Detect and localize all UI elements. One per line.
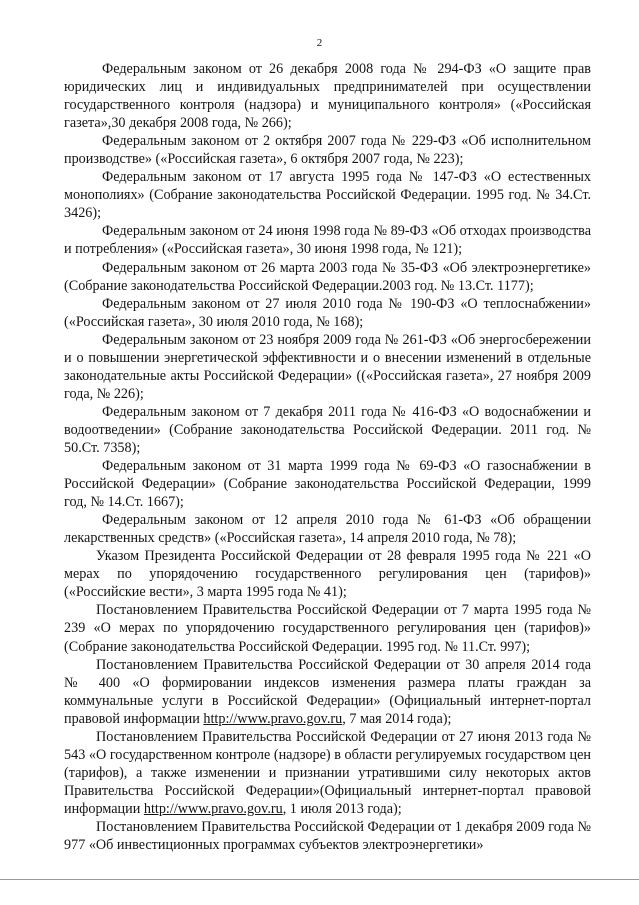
bottom-divider (0, 879, 639, 880)
paragraph-fz-416: Федеральным законом от 7 декабря 2011 года № 416-ФЗ «О водоснабжении и водоотведении» (Собрание законодательства Российской Федерации. 2011 год. № 50.Ст. 7358); (64, 403, 591, 456)
paragraph-fz-35: Федеральным законом от 26 марта 2003 года № 35-ФЗ «Об электроэнергетике» (Собрание законодательства Российской Федерации.2003 год. № 13.Ст. 1177); (64, 259, 591, 294)
paragraph-fz-294: Федеральным законом от 26 декабря 2008 года № 294-ФЗ «О защите прав юридических лиц и индивидуальных предпринимателей при осуществлении государственного контроля (надзора) и муниципального контроля» («Российская газета»,30 декабря 2008 года, № 266); (64, 61, 591, 132)
paragraph-resolution-239: Постановлением Правительства Российской Федерации от 7 марта 1995 года № 239 «О мерах по упорядочению государственного регулирования цен (тарифов)» (Собрание законодательства Российской Федерации. 1995 год. № 11.Ст. 997); (64, 602, 591, 655)
document-body (64, 60, 591, 854)
paragraph-text: , 1 июля 2013 года); (282, 800, 402, 817)
paragraph-fz-261: Федеральным законом от 23 ноября 2009 года № 261-ФЗ «Об энергосбережении и о повышении энергетической эффективности и о внесении изменений в отдельные законодательные акты Российской Федерации» ((«Российская газета», 27 ноября 2009 года, № 226); (64, 331, 591, 402)
paragraph-fz-147: Федеральным законом от 17 августа 1995 года № 147-ФЗ «О естественных монополиях» (Собрание законодательства Российской Федерации. 1995 год. № 34.Ст. 3426); (64, 169, 591, 222)
paragraph-fz-61: Федеральным законом от 12 апреля 2010 года № 61-ФЗ «Об обращении лекарственных средств» («Российская газета», 14 апреля 2010 года, № 78); (64, 512, 591, 547)
pravo-link[interactable]: http://www.pravo.gov.ru (203, 710, 343, 727)
pravo-link[interactable]: http://www.pravo.gov.ru (143, 800, 283, 817)
paragraph-text: , 7 мая 2014 года); (342, 710, 452, 727)
paragraph-resolution-977: Постановлением Правительства Российской Федерации от 1 декабря 2009 года № 977 «Об инвестиционных программах субъектов электроэнергетики» (64, 818, 591, 854)
paragraph-resolution-400 (64, 656, 591, 728)
paragraph-resolution-543 (64, 728, 591, 818)
paragraph-text: Постановлением Правительства Российской Федерации от 27 июня 2013 года № 543 «О государственном контроле (надзоре) в области регулируемых государством цен (тарифов), а также изменении и признании утратившими силу некоторых актов Правительства Российской Федерации»(Официальный интернет-портал правовой информации (64, 728, 591, 817)
paragraph-fz-190: Федеральным законом от 27 июля 2010 года № 190-ФЗ «О теплоснабжении» («Российская газета», 30 июля 2010 года, № 168); (64, 295, 591, 330)
paragraph-decree-221: Указом Президента Российской Федерации от 28 февраля 1995 года № 221 «О мерах по упорядочению государственного регулирования цен (тарифов)» («Российские вести», 3 марта 1995 года № 41); (64, 548, 591, 601)
paragraph-fz-69: Федеральным законом от 31 марта 1999 года № 69-ФЗ «О газоснабжении в Российской Федерации» (Собрание законодательства Российской Федерации, 1999 год, № 14.Ст. 1667); (64, 458, 591, 511)
page-number: 2 (316, 37, 323, 49)
paragraph-fz-229: Федеральным законом от 2 октября 2007 года № 229-ФЗ «Об исполнительном производстве» («Российская газета», 6 октября 2007 года, № 223); (64, 133, 591, 168)
paragraph-fz-89: Федеральным законом от 24 июня 1998 года № 89-ФЗ «Об отходах производства и потребления» («Российская газета», 30 июня 1998 года, № 121); (64, 223, 591, 258)
paragraph-text: Постановлением Правительства Российской Федерации от 30 апреля 2014 года № 400 «О формировании индексов изменения размера платы граждан за коммунальные услуги в Российской Федерации» (Официальный интернет-портал правовой информации (64, 656, 591, 727)
